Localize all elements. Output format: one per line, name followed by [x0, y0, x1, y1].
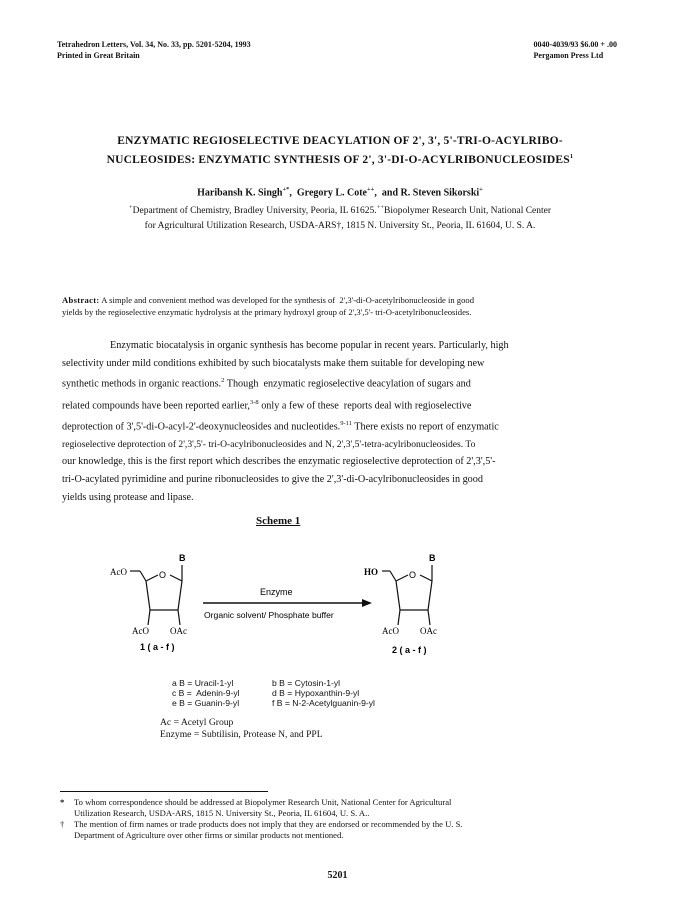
- footnote-line: Utilization Research, USDA-ARS, 1815 N. University St., Peoria, IL 61604, U. S. A..: [74, 808, 370, 818]
- author-cote: Gregory L. Cote: [296, 187, 367, 199]
- body-paragraph: [62, 337, 621, 507]
- body-text: synthetic methods in organic reactions.: [62, 378, 222, 390]
- abstract: [62, 294, 622, 318]
- arrow-top-label: Enzyme: [260, 587, 293, 597]
- footnote-line: The mention of firm names or trade products does not imply that they are endorsed or recommended by the U. S.: [74, 819, 463, 829]
- footnote-marker: †: [60, 819, 65, 829]
- ring-bond: [178, 581, 182, 610]
- body-text: only a few of these reports deal with regioselective: [258, 399, 472, 411]
- product-label: 2 ( a - f ): [392, 645, 427, 655]
- abstract-label: Abstract:: [62, 295, 100, 305]
- journal-citation: [57, 39, 251, 61]
- body-text: related compounds have been reported earlier,: [62, 399, 250, 411]
- author-list: [40, 186, 640, 198]
- aco-top-label: AcO: [110, 567, 127, 577]
- scheme-definitions: [160, 717, 323, 741]
- base-definitions: [172, 678, 375, 708]
- affiliation-marker: ++: [376, 204, 385, 211]
- body-line: tri-O-acylated pyrimidine and purine ribonucleosides to give the 2',3'-di-O-acylribonucleosides in good: [62, 474, 483, 486]
- title-line-2: [40, 149, 640, 168]
- citation-marker: 2: [221, 377, 225, 385]
- c5-bond: [390, 571, 396, 581]
- paper-title: [40, 134, 640, 168]
- footnotes: [60, 797, 630, 841]
- oac-bond: [148, 610, 150, 625]
- oac-right-label: OAc: [420, 626, 437, 636]
- ring-bond: [146, 581, 150, 610]
- journal-line: Tetrahedron Letters, Vol. 34, No. 33, pp. 5201-5204, 1993: [57, 40, 251, 49]
- ring-bond: [428, 581, 432, 610]
- base-row: [172, 678, 375, 688]
- scheme-title: Scheme 1: [256, 515, 301, 527]
- oac-bond: [428, 610, 430, 625]
- base-def: a B = Uracil-1-yl: [172, 678, 234, 688]
- base-label: B: [429, 553, 436, 563]
- affiliation-usda: Biopolymer Research Unit, National Center: [384, 206, 552, 217]
- affiliation: [30, 200, 650, 234]
- body-line: regioselective deprotection of 2',3',5'- tri-O-acylribonucleosides and N, 2',3',5'-tetra-acylribonucleosides. To: [62, 438, 476, 450]
- publisher-line: Pergamon Press Ltd: [533, 51, 604, 60]
- base-row: [172, 698, 375, 708]
- oac-bond: [178, 610, 180, 625]
- footnote-disclaimer: [60, 819, 630, 841]
- citation-marker: 3-8: [249, 398, 259, 406]
- ring-bond: [396, 581, 400, 610]
- reaction-arrowhead: [362, 599, 372, 607]
- title-line-1: ENZYMATIC REGIOSELECTIVE DEACYLATION OF 2', 3', 5'-TRI-O-ACYLRIBO-: [117, 135, 563, 147]
- abstract-text-1: A simple and convenient method was developed for the synthesis of 2',3'-di-O-acetylribonucleoside in good: [99, 295, 474, 305]
- footnote-text: [74, 797, 451, 819]
- author-cote-marker: ++: [366, 186, 375, 193]
- product-structure: [382, 565, 432, 625]
- base-def: f B = N-2-Acetylguanin-9-yl: [272, 698, 375, 708]
- footnote-line: To whom correspondence should be addressed at Biopolymer Research Unit, National Center for Agricultural: [74, 797, 452, 807]
- citation-marker: 9-11: [340, 419, 352, 427]
- body-line: selectivity under mild conditions exhibited by such biocatalysts make them suitable for developing new: [62, 357, 485, 369]
- printed-in-line: Printed in Great Britain: [57, 51, 140, 60]
- body-line: yields using protease and lipase.: [62, 491, 194, 503]
- affiliation-line-2: for Agricultural Utilization Research, USDA-ARS†, 1815 N. University St., Peoria, IL 61604, U. S. A.: [144, 221, 536, 232]
- base-def: b B = Cytosin-1-yl: [272, 678, 341, 688]
- reaction-scheme: [100, 545, 480, 665]
- title-line-2-text: NUCLEOSIDES: ENZYMATIC SYNTHESIS OF 2', 3'-DI-O-ACYLRIBONUCLEOSIDES: [106, 153, 570, 166]
- footnote-marker: *: [60, 797, 65, 807]
- page-number: 5201: [327, 870, 348, 881]
- enzyme-definition: Enzyme = Subtilisin, Protease N, and PPL: [160, 729, 323, 740]
- journal-code: [534, 39, 617, 61]
- reactant-label: 1 ( a - f ): [140, 642, 175, 652]
- title-footnote-marker: 1: [569, 153, 574, 160]
- ring-bond: [146, 575, 158, 581]
- base-row: [172, 688, 375, 698]
- acetyl-definition: Ac = Acetyl Group: [160, 717, 234, 728]
- body-text: deprotection of 3',5'-di-O-acyl-2'-deoxynucleosides and nucleotides.: [62, 420, 341, 432]
- ring-bond: [170, 575, 182, 581]
- oac-right-label: OAc: [170, 626, 187, 636]
- author-singh-marker: +*: [282, 186, 290, 193]
- ring-oxygen-label: O: [409, 570, 417, 580]
- body-line: [62, 394, 621, 415]
- aco-left-label: AcO: [132, 626, 149, 636]
- body-text: Though enzymatic regioselective deacylation of sugars and: [224, 378, 471, 390]
- affiliation-line-1: [30, 200, 650, 219]
- base-def: d B = Hypoxanthin-9-yl: [272, 688, 360, 698]
- affiliation-bradley: Department of Chemistry, Bradley University, Peoria, IL 61625.: [132, 206, 377, 217]
- abstract-line-1: [62, 294, 622, 306]
- base-label: B: [179, 553, 186, 563]
- author-separator: , and: [374, 187, 401, 199]
- base-def: e B = Guanin-9-yl: [172, 698, 240, 708]
- footnote-line: Department of Agriculture over other firms or similar products not mentioned.: [74, 830, 344, 840]
- body-line: Enzymatic biocatalysis in organic synthesis has become popular in recent years. Particularly, high: [110, 340, 509, 351]
- c5-bond: [140, 571, 146, 581]
- base-def: c B = Adenin-9-yl: [172, 688, 240, 698]
- ring-bond: [396, 575, 408, 581]
- body-line: our knowledge, this is the first report which describes the enzymatic regioselective deprotection of 2',3',5'-: [62, 456, 496, 468]
- author-singh: Haribansh K. Singh: [197, 187, 283, 199]
- arrow-bottom-label: Organic solvent/ Phosphate buffer: [204, 610, 334, 620]
- ring-oxygen-label: O: [159, 570, 167, 580]
- author-separator: ,: [289, 187, 297, 199]
- abstract-line-2: yields by the regioselective enzymatic hydrolysis at the primary hydroxyl group of 2',3',5'- tri-O-acetylribonucleosides.: [62, 307, 472, 317]
- issn-price-line: 0040-4039/93 $6.00 + .00: [533, 40, 617, 49]
- aco-left-label: AcO: [382, 626, 399, 636]
- oac-bond: [398, 610, 400, 625]
- footnote-text: [74, 819, 463, 841]
- footnote-divider: [60, 791, 268, 792]
- body-line: [62, 415, 621, 436]
- body-text: There exists no report of enzymatic: [351, 420, 499, 432]
- affiliation-marker: +: [128, 204, 133, 211]
- ring-bond: [420, 575, 432, 581]
- ho-top-label: HO: [364, 567, 379, 577]
- author-sikorski: R. Steven Sikorski: [400, 187, 480, 199]
- author-sikorski-marker: +: [479, 186, 483, 193]
- body-line: [62, 372, 621, 393]
- reactant-structure: [130, 565, 182, 625]
- footnote-correspondence: [60, 797, 630, 819]
